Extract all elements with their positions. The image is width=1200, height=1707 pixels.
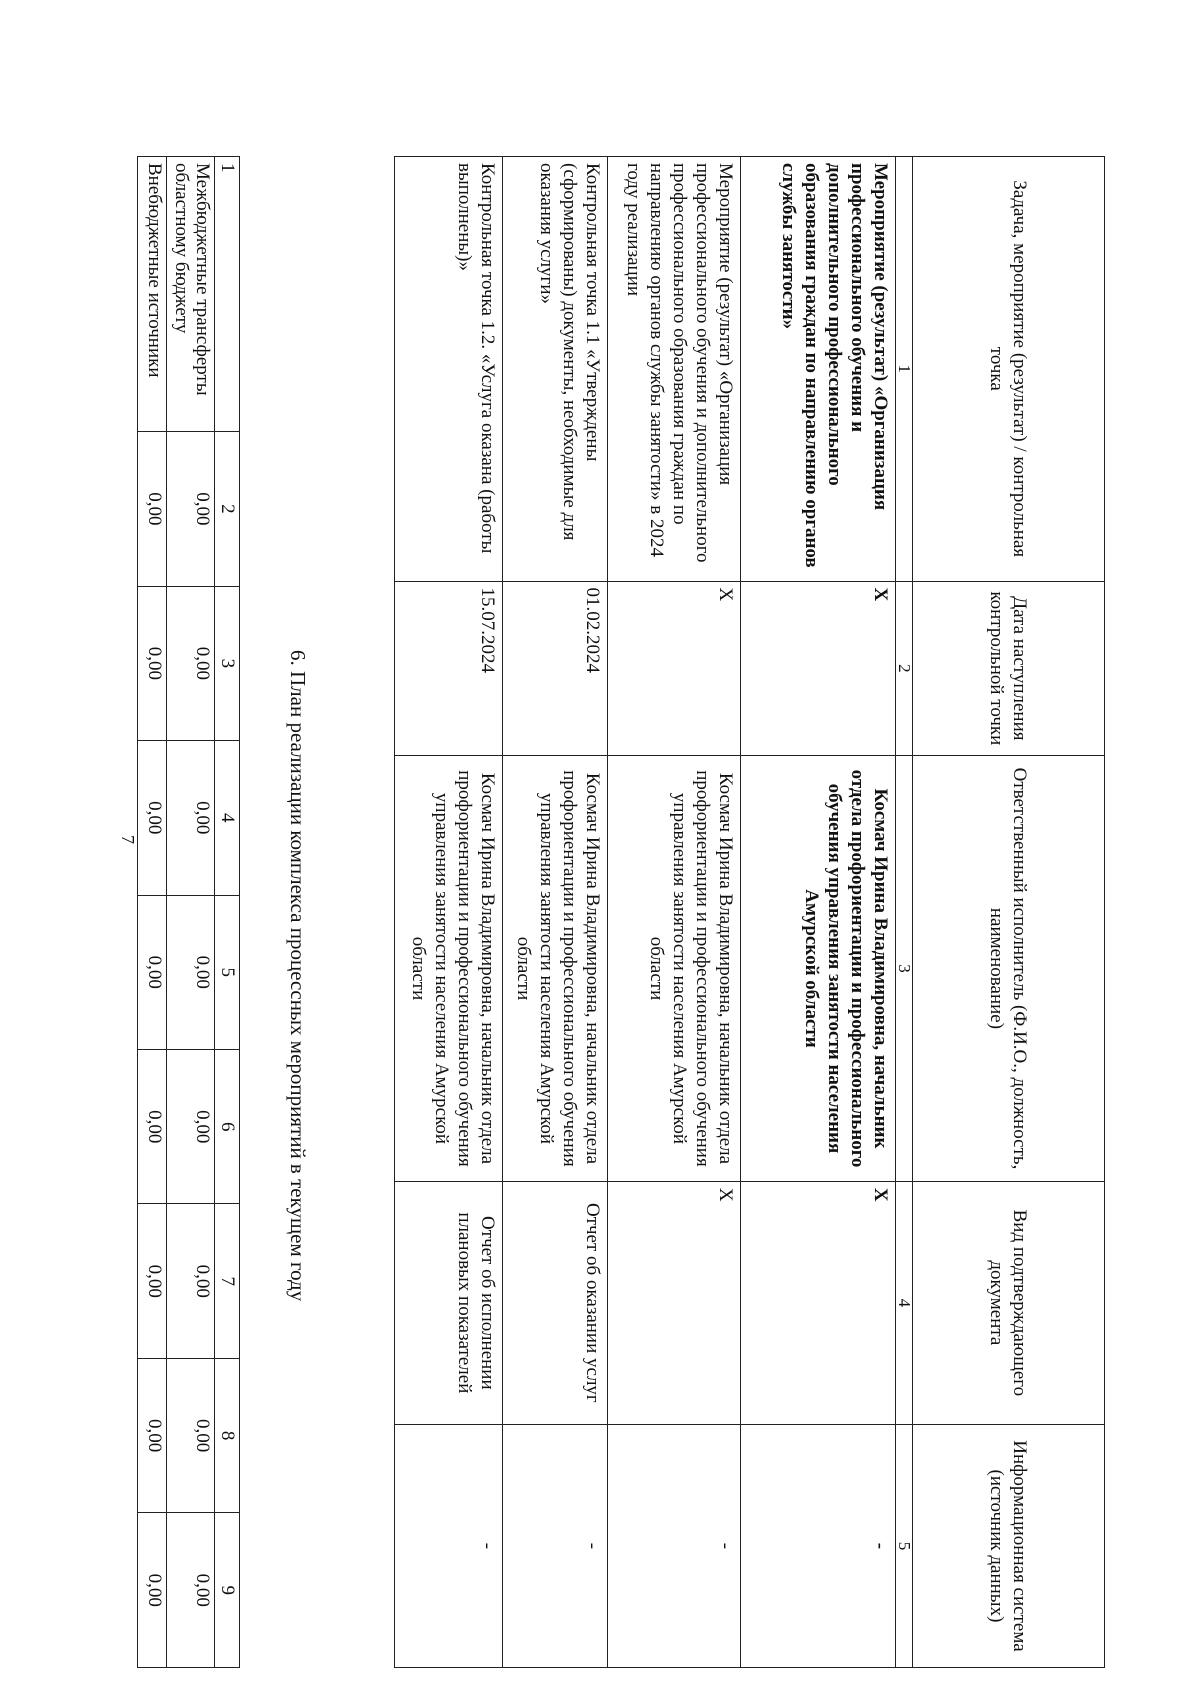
- budget-header-cell: 1: [215, 157, 240, 432]
- plan-header-cell: Информационная система (источник данных): [913, 1424, 1105, 1667]
- document-cell: Х: [608, 1181, 741, 1424]
- budget-header-cell: 7: [215, 1204, 240, 1358]
- task-cell: Мероприятие (результат) «Организация профессионального обучения и дополнительного профессионального образования граждан по направлению органов службы занятости»: [741, 157, 896, 582]
- budget-value-cell: 0,00: [138, 1204, 167, 1358]
- budget-table: [137, 156, 240, 1668]
- budget-value-cell: 0,00: [167, 432, 215, 586]
- plan-table-header-row: [913, 157, 1105, 1668]
- table-row: [503, 157, 608, 1668]
- plan-table: [394, 156, 1105, 1668]
- document-cell: Отчет об исполнении плановых показателей: [395, 1181, 503, 1424]
- system-cell: -: [608, 1424, 741, 1667]
- plan-index-cell: 3: [896, 756, 913, 1182]
- executor-cell: Космач Ирина Владимировна, начальник отдела профориентации и профессионального обучения управления занятости населения Амурской области: [608, 756, 741, 1182]
- budget-value-cell: 0,00: [138, 586, 167, 740]
- date-cell: 01.02.2024: [503, 581, 608, 756]
- task-cell: Контрольная точка 1.1 «Утверждены (сформированы) документы, необходимые для оказания услуги»: [503, 157, 608, 582]
- budget-value-cell: 0,00: [138, 741, 167, 895]
- budget-header-cell: 6: [215, 1050, 240, 1204]
- plan-index-cell: 4: [896, 1181, 913, 1424]
- plan-header-cell: Вид подтверждающего документа: [913, 1181, 1105, 1424]
- budget-value-cell: 0,00: [167, 895, 215, 1049]
- budget-header-cell: 2: [215, 432, 240, 586]
- executor-cell: Космач Ирина Владимировна, начальник отдела профориентации и профессионального обучения управления занятости населения Амурской области: [503, 756, 608, 1182]
- budget-value-cell: 0,00: [167, 1204, 215, 1358]
- document-cell: Х: [741, 1181, 896, 1424]
- executor-cell: Космач Ирина Владимировна, начальник отдела профориентации и профессионального обучения управления занятости населения Амурской области: [395, 756, 503, 1182]
- task-cell: Контрольная точка 1.2. «Услуга оказана (работы выполнены)»: [395, 157, 503, 582]
- budget-header-cell: 9: [215, 1513, 240, 1668]
- plan-header-cell: Ответственный исполнитель (Ф.И.О., должность, наименование): [913, 756, 1105, 1182]
- plan-header-cell: Задача, мероприятие (результат) / контрольная точка: [913, 157, 1105, 582]
- executor-cell: Космач Ирина Владимировна, начальник отдела профориентации и профессионального обучения управления занятости населения Амурской области: [741, 756, 896, 1182]
- budget-header-cell: 8: [215, 1358, 240, 1512]
- budget-row-label: Внебюджетные источники: [138, 157, 167, 432]
- budget-value-cell: 0,00: [138, 1050, 167, 1204]
- budget-value-cell: 0,00: [167, 1050, 215, 1204]
- plan-table-index-row: [896, 157, 913, 1668]
- date-cell: 15.07.2024: [395, 581, 503, 756]
- budget-value-cell: 0,00: [167, 586, 215, 740]
- table-row: [608, 157, 741, 1668]
- budget-value-cell: 0,00: [138, 1513, 167, 1668]
- budget-header-cell: 5: [215, 895, 240, 1049]
- budget-value-cell: 0,00: [167, 1513, 215, 1668]
- document-cell: Отчет об оказании услуг: [503, 1181, 608, 1424]
- date-cell: Х: [608, 581, 741, 756]
- plan-index-cell: 2: [896, 581, 913, 756]
- budget-value-cell: 0,00: [138, 432, 167, 586]
- budget-table-row: [138, 157, 167, 1668]
- plan-index-cell: 1: [896, 157, 913, 582]
- table-row: [741, 157, 896, 1668]
- budget-header-cell: 3: [215, 586, 240, 740]
- budget-value-cell: 0,00: [167, 741, 215, 895]
- table-row: [395, 157, 503, 1668]
- date-cell: Х: [741, 581, 896, 756]
- plan-header-cell: Дата наступления контрольной точки: [913, 581, 1105, 756]
- system-cell: -: [741, 1424, 896, 1667]
- plan-index-cell: 5: [896, 1424, 913, 1667]
- budget-header-cell: 4: [215, 741, 240, 895]
- budget-row-label: Межбюджетные трансферты областному бюджету: [167, 157, 215, 432]
- task-cell: Мероприятие (результат) «Организация профессионального обучения и дополнительного профессионального образования граждан по направлению органов службы занятости» в 2024 году реализации: [608, 157, 741, 582]
- budget-table-header-row: [215, 157, 240, 1668]
- system-cell: -: [395, 1424, 503, 1667]
- budget-value-cell: 0,00: [138, 895, 167, 1049]
- system-cell: -: [503, 1424, 608, 1667]
- page-number: 7: [118, 835, 138, 844]
- budget-value-cell: 0,00: [167, 1358, 215, 1512]
- section-title: 6. План реализации комплекса процессных мероприятий в текущем году: [286, 650, 310, 1302]
- budget-value-cell: 0,00: [138, 1358, 167, 1512]
- budget-table-row: [167, 157, 215, 1668]
